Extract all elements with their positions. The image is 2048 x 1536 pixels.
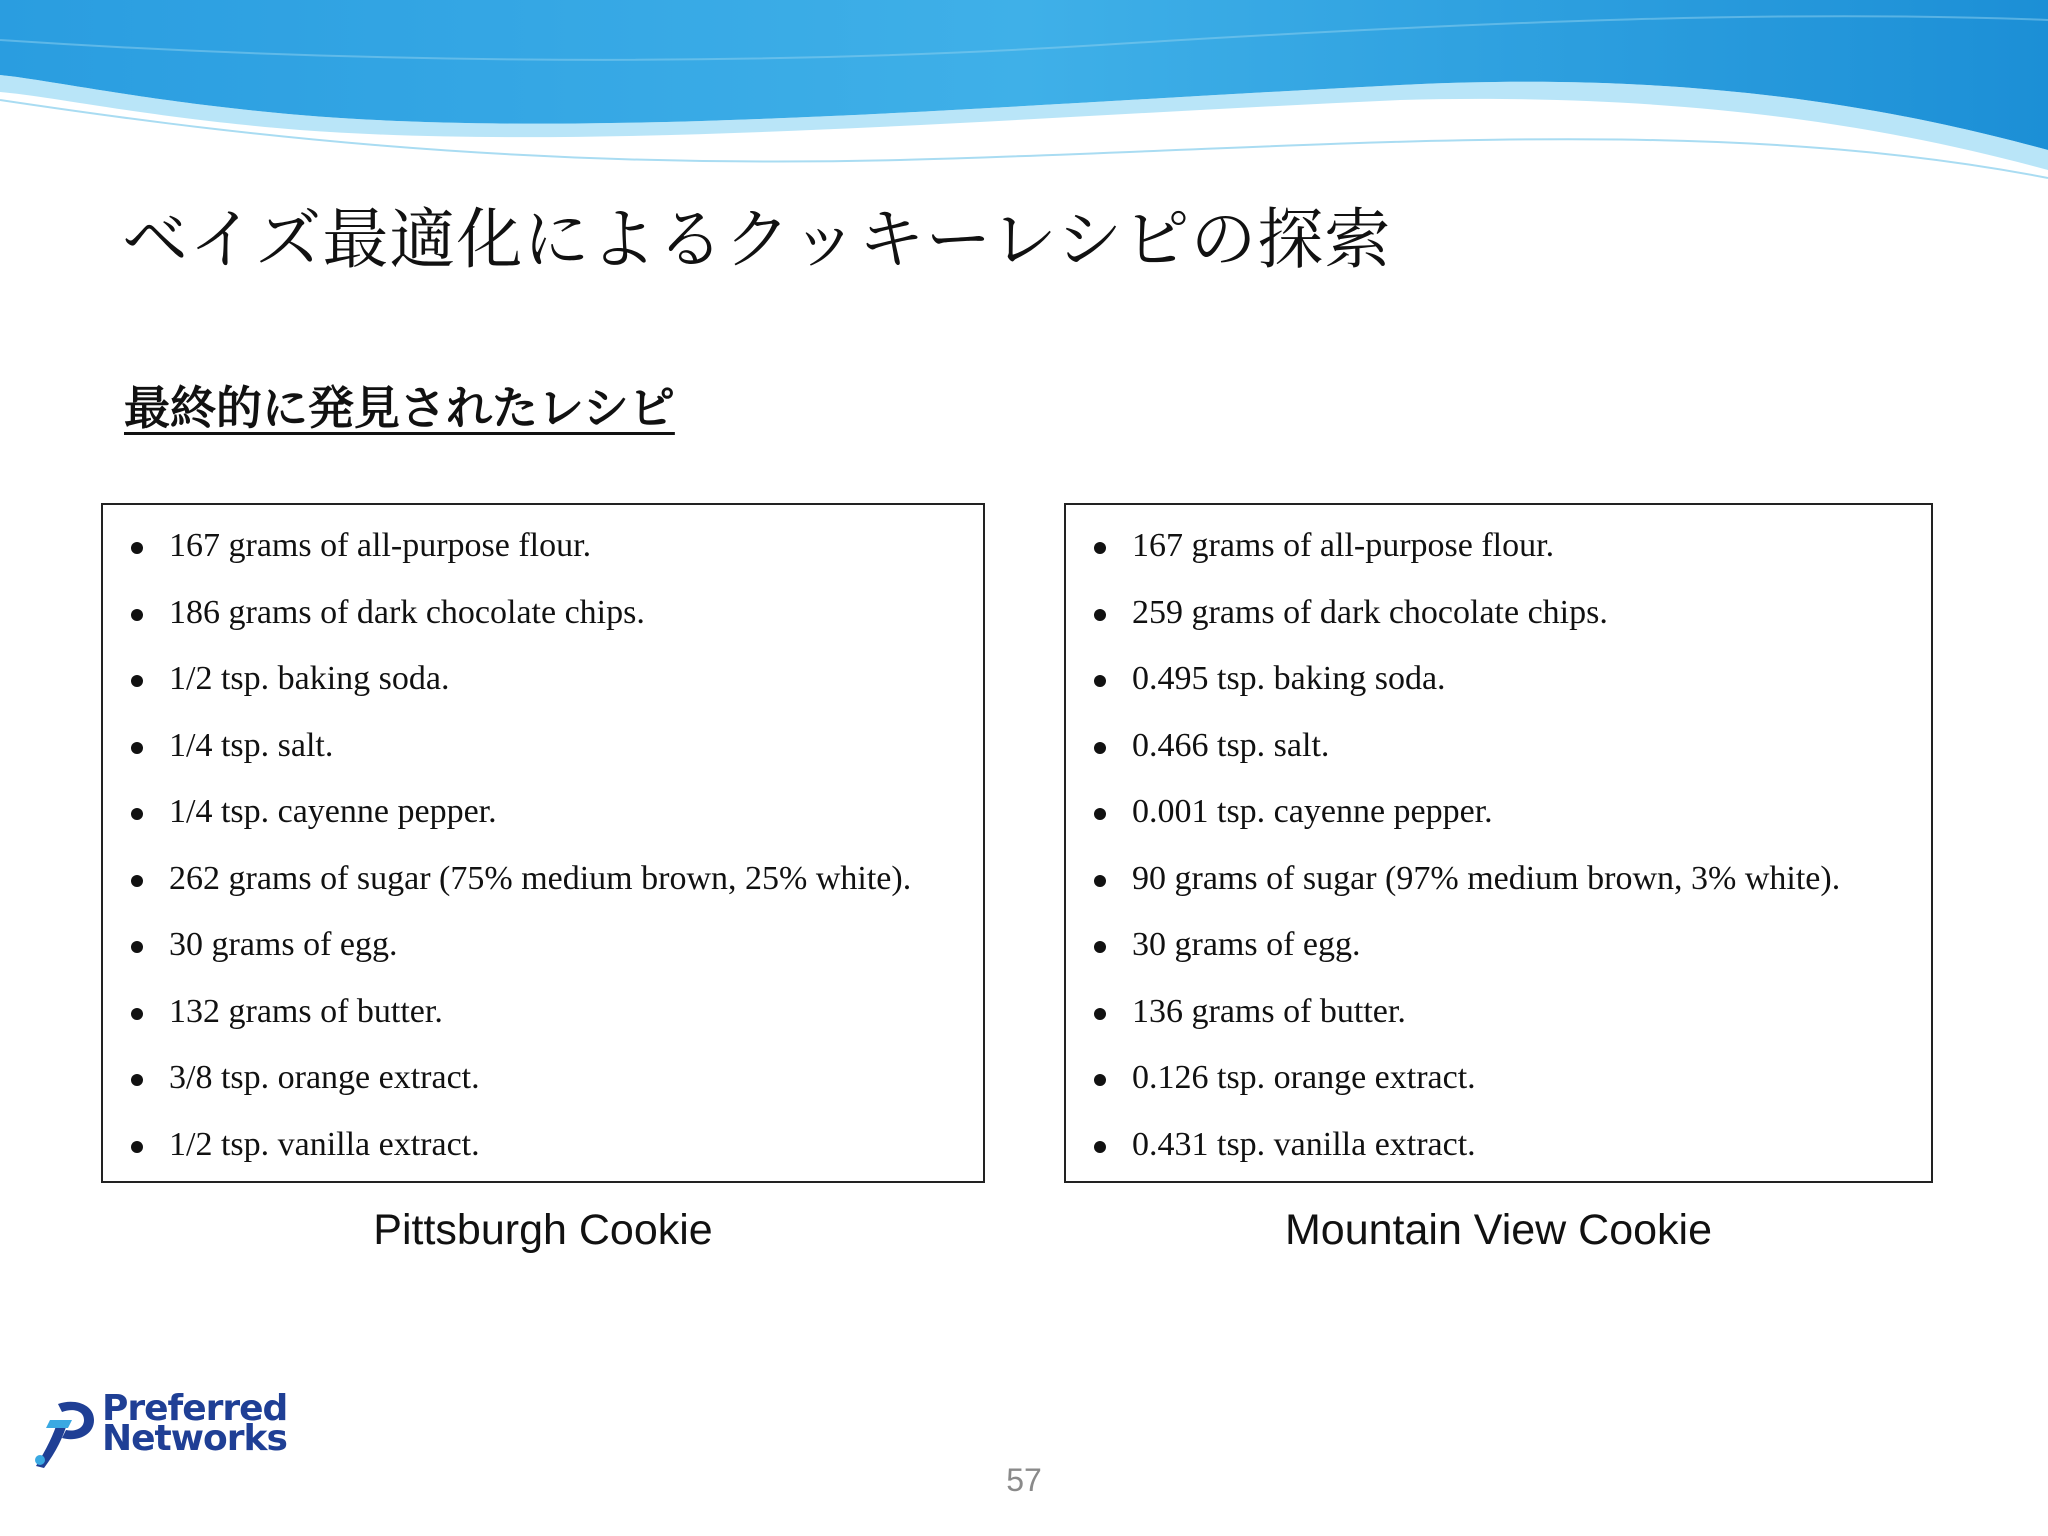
caption-pittsburgh: Pittsburgh Cookie	[373, 1206, 713, 1254]
recipe-item: 30 grams of egg.	[129, 920, 983, 987]
recipe-item: 90 grams of sugar (97% medium brown, 3% white).	[1092, 854, 1931, 921]
slide-title: ベイズ最適化によるクッキーレシピの探索	[122, 201, 1392, 278]
logo-wordmark	[102, 1388, 288, 1459]
recipe-item: 167 grams of all-purpose flour.	[1092, 521, 1931, 588]
recipe-box-pittsburgh	[101, 503, 985, 1183]
recipe-item: 3/8 tsp. orange extract.	[129, 1053, 983, 1120]
preferred-networks-logo	[28, 1390, 328, 1470]
recipe-item: 0.495 tsp. baking soda.	[1092, 654, 1931, 721]
recipe-item: 1/2 tsp. vanilla extract.	[129, 1120, 983, 1187]
page-number: 57	[1006, 1462, 1042, 1498]
recipe-list-mountain-view	[1066, 505, 1931, 1186]
recipe-item: 0.466 tsp. salt.	[1092, 721, 1931, 788]
recipe-item: 186 grams of dark chocolate chips.	[129, 588, 983, 655]
recipe-item: 0.001 tsp. cayenne pepper.	[1092, 787, 1931, 854]
logo-line-1: Preferred	[102, 1388, 288, 1429]
pfn-logo-mark-icon	[28, 1390, 100, 1470]
header-wave-decoration	[0, 0, 2048, 200]
recipe-item: 259 grams of dark chocolate chips.	[1092, 588, 1931, 655]
recipe-item: 167 grams of all-purpose flour.	[129, 521, 983, 588]
recipe-item: 136 grams of butter.	[1092, 987, 1931, 1054]
recipe-item: 0.126 tsp. orange extract.	[1092, 1053, 1931, 1120]
logo-line-2: Networks	[102, 1418, 287, 1459]
recipe-item: 1/2 tsp. baking soda.	[129, 654, 983, 721]
recipe-box-mountain-view	[1064, 503, 1933, 1183]
recipe-list-pittsburgh	[103, 505, 983, 1186]
recipe-item: 262 grams of sugar (75% medium brown, 25% white).	[129, 854, 983, 921]
caption-mountain-view: Mountain View Cookie	[1284, 1206, 1713, 1254]
recipe-item: 0.431 tsp. vanilla extract.	[1092, 1120, 1931, 1187]
recipe-item: 1/4 tsp. cayenne pepper.	[129, 787, 983, 854]
recipe-item: 1/4 tsp. salt.	[129, 721, 983, 788]
recipe-item: 30 grams of egg.	[1092, 920, 1931, 987]
recipe-item: 132 grams of butter.	[129, 987, 983, 1054]
slide-subtitle: 最終的に発見されたレシピ	[124, 381, 675, 435]
